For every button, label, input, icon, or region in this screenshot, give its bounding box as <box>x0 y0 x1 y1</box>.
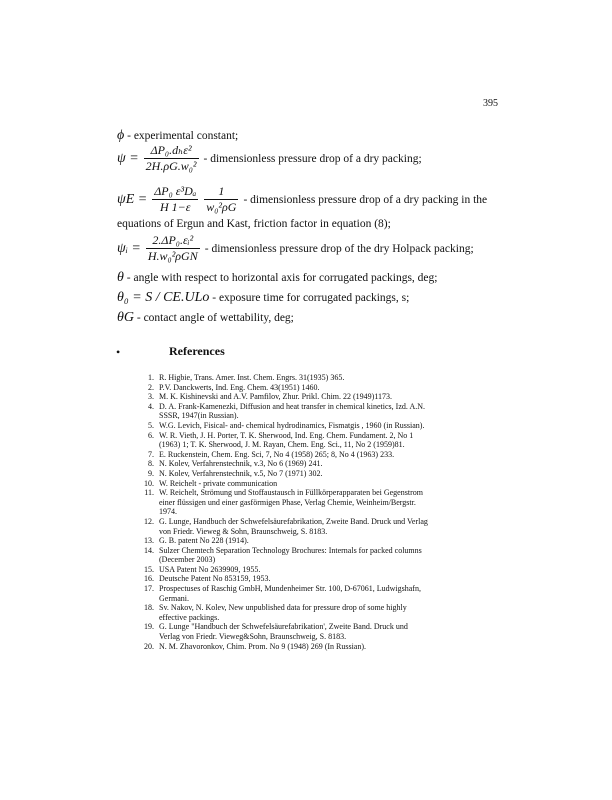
reference-number: 1. <box>148 373 154 382</box>
reference-text: G. Lunge, Handbuch der Schwefelsäurefabrikation, Zweite Band. Druck und Verlag von Friedr. Vieweg & Sohn, Braunschweig, S. 8183. <box>159 516 428 536</box>
reference-item <box>138 536 428 546</box>
reference-number: 17. <box>144 584 154 594</box>
reference-number: 19. <box>144 622 154 632</box>
reference-item <box>138 488 428 517</box>
reference-number: 4. <box>148 401 154 411</box>
reference-number: 13. <box>144 536 154 546</box>
reference-list <box>138 373 428 651</box>
psi-i-numerator: 2.ΔP₀.εᵢ² <box>146 233 200 249</box>
reference-item <box>138 402 428 421</box>
reference-text: P.V. Danckwerts, Ind. Eng. Chem. 43(1951) 1460. <box>159 382 320 392</box>
psi-e-fraction-2 <box>204 184 238 215</box>
psi-e-denominator-2: w₀²ρG <box>206 200 237 214</box>
reference-text: Sulzer Chemtech Separation Technology Brochures: Internals for packed columns (December 2003) <box>159 545 422 565</box>
reference-item <box>138 622 428 641</box>
reference-item <box>138 642 428 652</box>
reference-text: N. M. Zhavoronkov, Chim. Prom. No 9 (1948) 269 (In Russian). <box>159 641 367 651</box>
reference-text: G. Lunge "Handbuch der Schwefelsäurefabrikation', Zweite Band. Druck und Verlag von Friedr. Vieweg&Sohn, Braunschweig, S. 8183. <box>159 622 408 642</box>
nomenclature-psi <box>117 143 422 174</box>
reference-text: M. K. Kishinevski and A.V. Pamfilov, Zhur. Prikl. Chim. 22 (1949)1173. <box>159 392 393 402</box>
psi-i-lhs: ψᵢ = <box>117 240 141 256</box>
psi-i-description: - dimensionless pressure drop of the dry Holpack packing; <box>204 242 474 255</box>
reference-text: N. Kolev, Verfahrenstechnik, v.5, No 7 (1971) 302. <box>159 468 323 478</box>
psi-numerator: ΔP₀.dₕε² <box>144 143 199 159</box>
reference-item <box>138 517 428 536</box>
reference-item <box>138 421 428 431</box>
reference-item <box>138 574 428 584</box>
page-number: 395 <box>483 98 498 109</box>
reference-text: Prospectuses of Raschig GmbH, Mundenheimer Str. 100, D-67061, Ludwigshafn, Germani. <box>159 584 421 603</box>
reference-number: 7. <box>148 449 154 459</box>
psi-e-numerator-2: 1 <box>204 184 238 200</box>
reference-item <box>138 565 428 575</box>
reference-text: R. Higbie, Trans. Amer. Inst. Chem. Engrs. 31(1935) 365. <box>159 373 345 382</box>
theta-symbol: θ <box>117 270 124 285</box>
reference-item <box>138 431 428 450</box>
psi-e-numerator-1: ΔP₀ ε³Dₐ <box>154 184 197 198</box>
psi-description: - dimensionless pressure drop of a dry packing; <box>203 152 422 165</box>
psi-e-description: - dimensionless pressure drop of a dry packing in the <box>243 193 488 206</box>
reference-item <box>138 469 428 479</box>
reference-number: 14. <box>144 545 154 555</box>
reference-number: 15. <box>144 564 154 574</box>
phi-symbol: ϕ <box>117 128 125 143</box>
reference-item <box>138 546 428 565</box>
reference-number: 12. <box>144 516 154 526</box>
theta0-description: - exposure time for corrugated packings, s; <box>212 292 410 304</box>
theta-g-description: - contact angle of wettability, deg; <box>136 312 294 324</box>
reference-text: N. Kolev, Verfahrenstechnik, v.3, No 6 (1969) 241. <box>159 459 323 469</box>
reference-item <box>138 479 428 489</box>
reference-item <box>138 603 428 622</box>
psi-e-fraction-1 <box>152 184 198 215</box>
reference-number: 2. <box>148 382 154 392</box>
reference-text: E. Ruckenstein, Chem. Eng. Sci, 7, No 4 (1958) 265; 8, No 4 (1963) 233. <box>159 449 395 459</box>
reference-number: 10. <box>144 478 154 488</box>
phi-description: - experimental constant; <box>127 130 239 142</box>
nomenclature-theta <box>117 270 437 286</box>
reference-number: 9. <box>148 468 154 478</box>
nomenclature-theta-g <box>117 310 294 326</box>
reference-item <box>138 392 428 402</box>
psi-i-fraction <box>146 233 200 264</box>
reference-number: 3. <box>148 392 154 402</box>
reference-number: 18. <box>144 603 154 613</box>
reference-text: Deutsche Patent No 853159, 1953. <box>159 574 271 584</box>
psi-denominator: 2H.ρG.w₀² <box>145 159 197 173</box>
psi-e-continuation: equations of Ergun and Kast, friction factor in equation (8); <box>117 218 391 230</box>
reference-number: 8. <box>148 459 154 469</box>
psi-e-lhs: ψE = <box>117 191 148 207</box>
reference-text: W. Reichelt, Strömung und Stoffaustausch in Füllkörperapparaten bei Gegenstrom einer flüssigen und einer gasförmigen Phase, Verlag Chemie, Weinheim/Bergstr. 1974. <box>159 488 423 517</box>
theta0-symbol: θ₀ = S / CE.ULo <box>117 290 210 305</box>
nomenclature-psi-i <box>117 233 474 264</box>
psi-fraction <box>144 143 199 174</box>
theta-description: - angle with respect to horizontal axis for corrugated packings, deg; <box>126 272 438 284</box>
psi-i-denominator: H.w₀²ρGN <box>147 249 198 263</box>
psi-e-denominator-1: H 1−ε <box>159 200 191 214</box>
reference-item <box>138 373 428 383</box>
reference-number: 5. <box>148 420 154 430</box>
reference-text: W.G. Levich, Fisical- and- chemical hydrodinamics, Fismatgis , 1960 (in Russian). <box>159 420 425 430</box>
nomenclature-psi-e <box>117 184 487 215</box>
reference-item <box>138 383 428 393</box>
reference-item <box>138 450 428 460</box>
reference-number: 16. <box>144 574 154 584</box>
reference-text: Sv. Nakov, N. Kolev, New unpublished data for pressure drop of some highly effective packings. <box>159 603 407 622</box>
theta-g-symbol: θG <box>117 310 134 325</box>
reference-item <box>138 584 428 603</box>
references-bullet: • <box>116 345 121 359</box>
reference-number: 6. <box>148 430 154 440</box>
reference-text: W. R. Vieth, J. H. Porter, T. K. Sherwood, Ind. Eng. Chem. Fundament. 2, No 1 (1963) 1; T. K. Sherwood, J. M. Rayan, Chem. Eng. Sci., 11, No 2 (1959)81. <box>159 430 414 450</box>
reference-number: 20. <box>144 641 154 651</box>
psi-lhs: ψ = <box>117 150 139 166</box>
reference-text: USA Patent No 2639909, 1955. <box>159 564 261 574</box>
reference-text: G. B. patent No 228 (1914). <box>159 536 249 546</box>
reference-number: 11. <box>144 488 154 498</box>
nomenclature-theta0 <box>117 290 409 306</box>
reference-item <box>138 459 428 469</box>
nomenclature-phi <box>117 128 238 144</box>
reference-text: W. Reichelt - private communication <box>159 478 278 488</box>
reference-text: D. A. Frank-Kamenezki, Diffusion and heat transfer in chemical kinetics, Izd. A.N. SSSR, 1947(in Russian). <box>159 401 425 421</box>
references-heading: References <box>169 344 225 358</box>
